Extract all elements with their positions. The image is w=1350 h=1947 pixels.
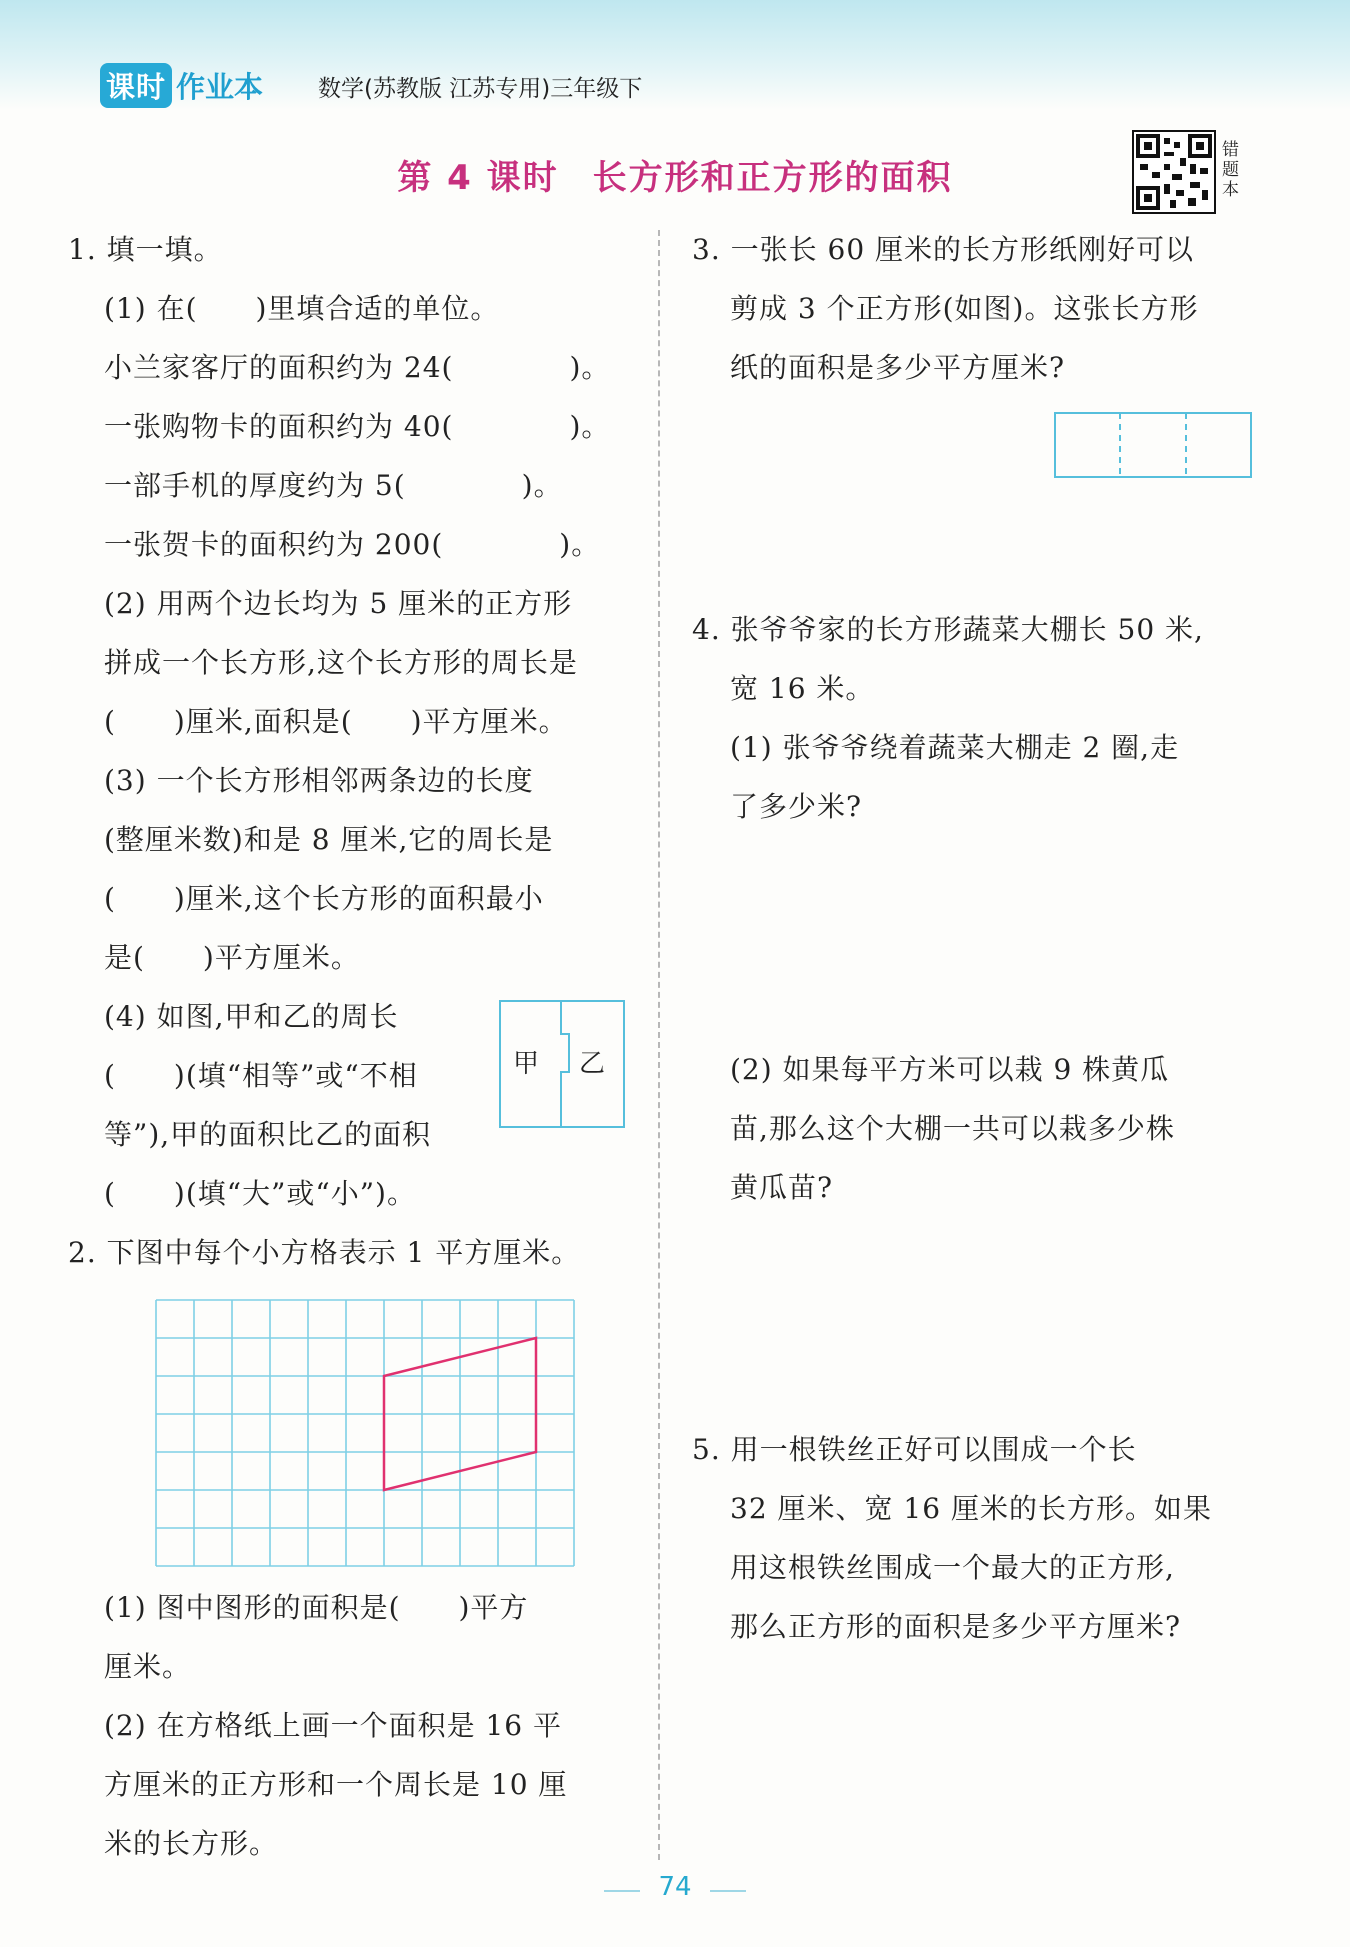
q3-line2: 剪成 3 个正方形(如图)。这张长方形	[730, 292, 1199, 325]
q2-part1-line1: (1) 图中图形的面积是( )平方	[104, 1591, 529, 1624]
q2-part1-line2: 厘米。	[104, 1650, 192, 1683]
q2-title: 2. 下图中每个小方格表示 1 平方厘米。	[68, 1236, 581, 1269]
three-squares-figure	[1054, 412, 1252, 478]
wrong-question-book-label: 错题本	[1222, 140, 1239, 200]
q1-part3-line3: ( )厘米,这个长方形的面积最小	[104, 882, 544, 915]
q1-part4-line2: ( )(填“相等”或“不相	[104, 1059, 418, 1092]
q1-part1: (1) 在( )里填合适的单位。	[104, 292, 500, 325]
q1-part1-b: 一张购物卡的面积约为 40( )。	[104, 410, 611, 443]
q1-part3-line2: (整厘米数)和是 8 厘米,它的周长是	[104, 823, 554, 856]
lesson-number: 第 4 课时	[397, 158, 559, 198]
q1-part2-line2: 拼成一个长方形,这个长方形的周长是	[104, 646, 578, 679]
book-subject: 数学(苏教版 江苏专用)三年级下	[318, 76, 643, 102]
page-number: 74	[658, 1872, 692, 1902]
q2-part2-line3: 米的长方形。	[104, 1827, 279, 1860]
q3-line3: 纸的面积是多少平方厘米?	[730, 351, 1066, 384]
q1-part4-line3: 等”),甲的面积比乙的面积	[104, 1118, 432, 1151]
label-jia: 甲	[513, 1049, 541, 1079]
square-grid[interactable]	[154, 1298, 574, 1566]
footer-rule-right	[710, 1890, 746, 1892]
q4-part1-line2: 了多少米?	[730, 790, 863, 823]
q4-line2: 宽 16 米。	[730, 672, 875, 705]
q1-part3-line1: (3) 一个长方形相邻两条边的长度	[104, 764, 534, 797]
q5-line3: 用这根铁丝围成一个最大的正方形,	[730, 1551, 1175, 1584]
figure-divider	[561, 1001, 569, 1127]
q4-line1: 4. 张爷爷家的长方形蔬菜大棚长 50 米,	[692, 613, 1204, 646]
label-yi: 乙	[579, 1049, 607, 1079]
q4-part2-line1: (2) 如果每平方米可以栽 9 株黄瓜	[730, 1053, 1170, 1086]
q1-part2-line3: ( )厘米,面积是( )平方厘米。	[104, 705, 568, 738]
q4-part2-line2: 苗,那么这个大棚一共可以栽多少株	[730, 1112, 1175, 1145]
q1-part4-line1: (4) 如图,甲和乙的周长	[104, 1000, 399, 1033]
q2-part2-line1: (2) 在方格纸上画一个面积是 16 平	[104, 1709, 562, 1742]
column-divider	[658, 230, 660, 1860]
q3-line1: 3. 一张长 60 厘米的长方形纸刚好可以	[692, 233, 1195, 266]
q1-part4-line4: ( )(填“大”或“小”)。	[104, 1177, 416, 1210]
qr-code-icon[interactable]	[1132, 130, 1216, 214]
q4-part1-line1: (1) 张爷爷绕着蔬菜大棚走 2 圈,走	[730, 731, 1180, 764]
logo-text: 作业本	[176, 69, 264, 104]
q1-title: 1. 填一填。	[68, 233, 223, 266]
q1-part3-line4: 是( )平方厘米。	[104, 941, 360, 974]
q5-line2: 32 厘米、宽 16 厘米的长方形。如果	[730, 1492, 1212, 1525]
q1-part1-a: 小兰家客厅的面积约为 24( )。	[104, 351, 611, 384]
q5-line4: 那么正方形的面积是多少平方厘米?	[730, 1610, 1182, 1643]
logo-badge: 课时	[100, 63, 172, 108]
lesson-topic: 长方形和正方形的面积	[592, 158, 953, 198]
q2-part2-line2: 方厘米的正方形和一个周长是 10 厘	[104, 1768, 568, 1801]
q1-part1-c: 一部手机的厚度约为 5( )。	[104, 469, 563, 502]
q4-part2-line3: 黄瓜苗?	[730, 1171, 834, 1204]
q1-part2-line1: (2) 用两个边长均为 5 厘米的正方形	[104, 587, 573, 620]
logo	[100, 64, 263, 106]
q5-line1: 5. 用一根铁丝正好可以围成一个长	[692, 1433, 1137, 1466]
q1-part1-d: 一张贺卡的面积约为 200( )。	[104, 528, 601, 561]
